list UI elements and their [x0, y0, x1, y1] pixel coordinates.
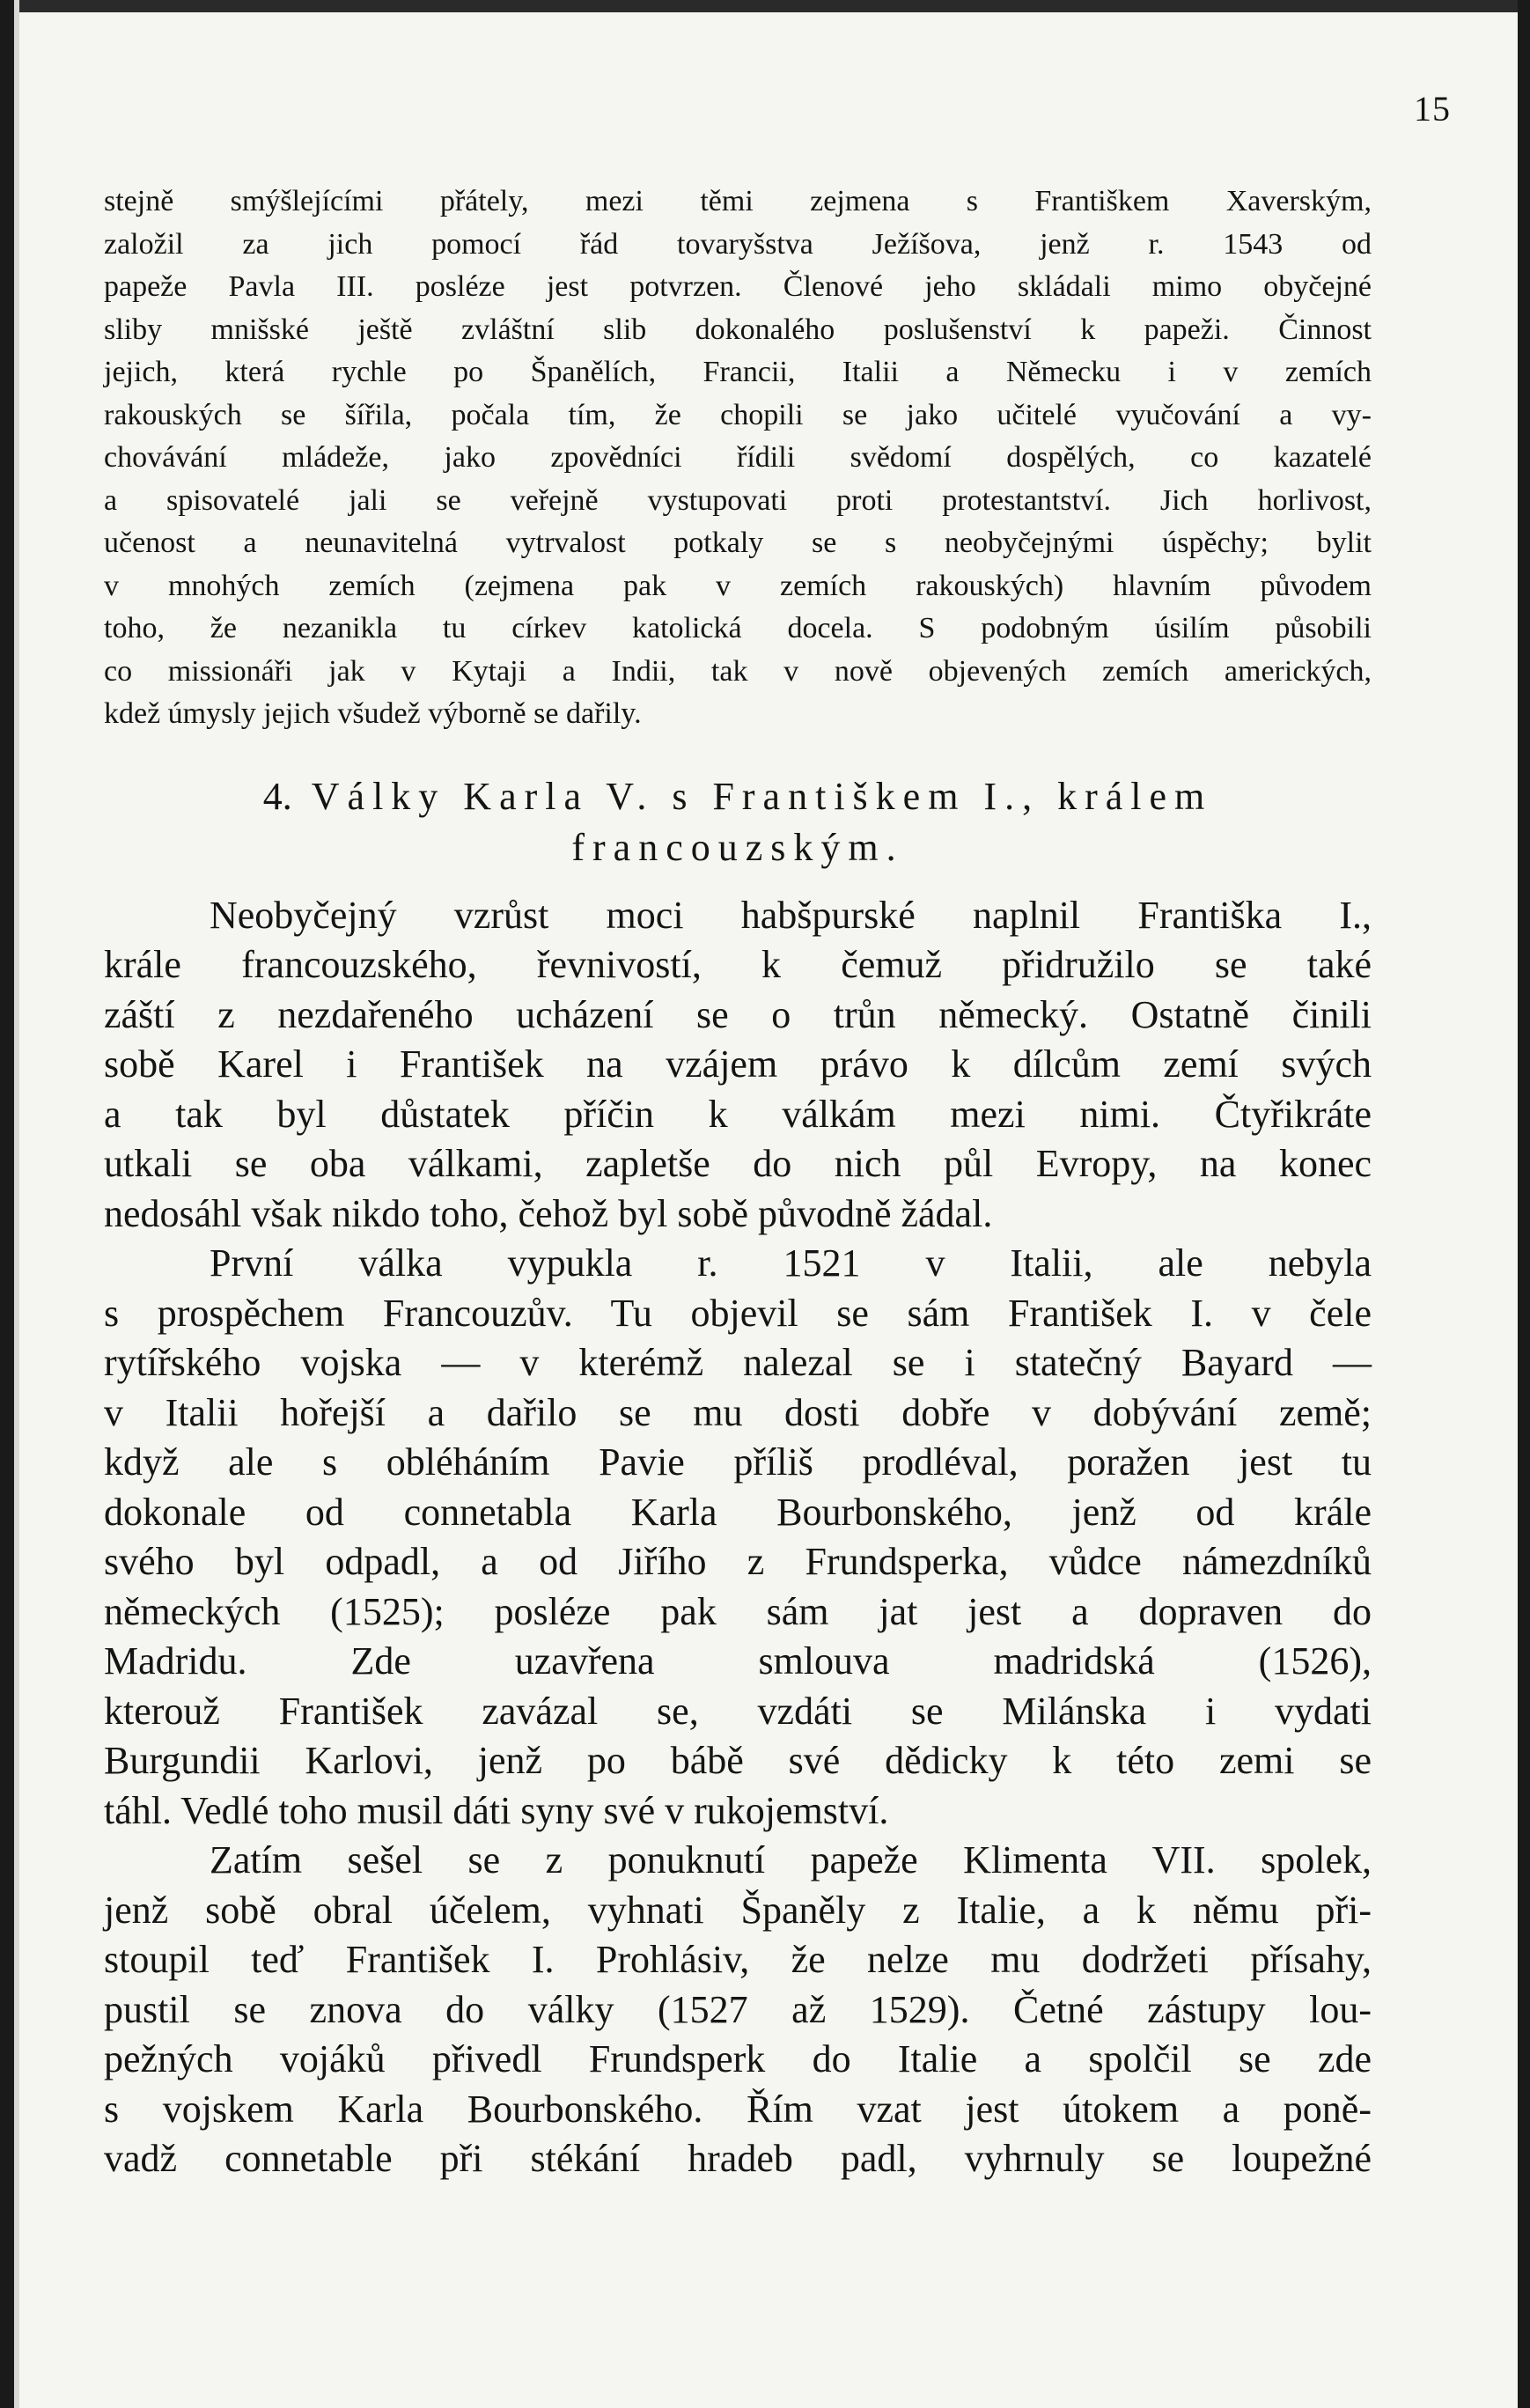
text-line: krále francouzského, řevnivostí, k čemuž přidružilo se také [104, 943, 1372, 986]
text-line: Zatím sešel se z ponuknutí papeže Klimenta VII. spolek, [210, 1838, 1372, 1881]
text-line: a tak byl důstatek příčin k válkám mezi nimi. Čtyřikráte [104, 1092, 1372, 1136]
scan-border-left [0, 0, 14, 2408]
text-line: rakouských se šířila, počala tím, že chopili se jako učitelé vyučování a vy- [104, 398, 1372, 431]
text-line: pustil se znova do války (1527 až 1529). Četné zástupy lou- [104, 1987, 1372, 2031]
text-line: jejich, která rychle po Španělích, Francii, Italii a Německu i v zemích [104, 356, 1372, 388]
text-line: založil za jich pomocí řád tovaryšstva Ježíšova, jenž r. 1543 od [104, 227, 1372, 261]
text-line: v mnohých zemích (zejmena pak v zemích rakouských) hlavním původem [104, 569, 1372, 602]
text-line: táhl. Vedlé toho musil dáti syny své v rukojemství. [104, 1788, 889, 1832]
section-heading [104, 771, 1372, 873]
page-content [104, 180, 1372, 2184]
text-line: rytířského vojska — v kterémž nalezal se i statečný Bayard — [104, 1341, 1372, 1384]
section-title-1: Války Karla V. s Františkem I., králem [311, 774, 1213, 818]
scan-border-right [1518, 0, 1530, 2408]
text-line: stejně smýšlejícími přátely, mezi těmi zejmena s Františkem Xaverským, [104, 185, 1372, 217]
text-line: Neobyčejný vzrůst moci habšpurské naplnil Františka I., [210, 893, 1372, 937]
body-text [104, 891, 1372, 2184]
text-line: vadž connetable při stékání hradeb padl, vyhrnuly se loupežné [104, 2137, 1372, 2180]
text-line: německých (1525); posléze pak sám jat jest a dopraven do [104, 1589, 1372, 1633]
text-line: toho, že nezanikla tu církev katolická docela. S podobným úsilím působili [104, 612, 1372, 644]
text-line: pežných vojáků přivedl Frundsperk do Italie a spolčil se zde [104, 2037, 1372, 2080]
section-heading-line-1 [104, 771, 1372, 822]
text-line: v Italii hořejší a dařilo se mu dosti dobře v dobývání země; [104, 1390, 1372, 1434]
text-line: když ale s obléháním Pavie příliš prodléval, poražen jest tu [104, 1440, 1372, 1484]
text-line: záští z nezdařeného ucházení se o trůn německý. Ostatně činili [104, 992, 1372, 1036]
section-number: 4. [262, 774, 292, 818]
section-title-2: francouzským. [571, 825, 904, 869]
text-line: Burgundii Karlovi, jenž po bábě své dědicky k této zemi se [104, 1739, 1372, 1782]
text-line: sobě Karel i František na vzájem právo k dílcům zemí svých [104, 1042, 1372, 1086]
text-line: kterouž František zavázal se, vzdáti se Milánska i vydati [104, 1689, 1372, 1733]
text-line: a spisovatelé jali se veřejně vystupovati proti protestantství. Jich horlivost, [104, 483, 1372, 517]
top-paragraph [104, 180, 1372, 736]
text-line: učenost a neunavitelná vytrvalost potkaly se s neobyčejnými úspěchy; bylit [104, 527, 1372, 559]
section-heading-line-2 [104, 822, 1372, 873]
text-line: s vojskem Karla Bourbonského. Řím vzat jest útokem a poně- [104, 2087, 1372, 2131]
text-line: utkali se oba válkami, zapletše do nich půl Evropy, na konec [104, 1142, 1372, 1185]
text-line: Madridu. Zde uzavřena smlouva madridská (1526), [104, 1639, 1372, 1683]
text-line: sliby mnišské ještě zvláštní slib dokonalého poslušenství k papeži. Činnost [104, 313, 1372, 346]
text-line: s prospěchem Francouzův. Tu objevil se sám František I. v čele [104, 1291, 1372, 1335]
scan-border-top [0, 0, 1530, 12]
page-edge [14, 0, 19, 2408]
text-line: kdež úmysly jejich všudež výborně se dařily. [104, 697, 642, 730]
text-line: svého byl odpadl, a od Jiřího z Frundsperka, vůdce námezdníků [104, 1540, 1372, 1583]
text-line: První válka vypukla r. 1521 v Italii, ale nebyla [210, 1241, 1372, 1285]
text-line: chovávání mládeže, jako zpovědníci řídili svědomí dospělých, co kazatelé [104, 441, 1372, 474]
text-line: jenž sobě obral účelem, vyhnati Španěly z Italie, a k němu při- [104, 1888, 1372, 1932]
page-number: 15 [1414, 89, 1451, 129]
text-line: nedosáhl však nikdo toho, čehož byl sobě původně žádal. [104, 1191, 993, 1235]
text-line: co missionáři jak v Kytaji a Indii, tak v nově objevených zemích amerických, [104, 654, 1372, 688]
text-line: dokonale od connetabla Karla Bourbonského, jenž od krále [104, 1490, 1372, 1534]
text-line: papeže Pavla III. posléze jest potvrzen. Členové jeho skládali mimo obyčejné [104, 270, 1372, 303]
text-line: stoupil teď František I. Prohlásiv, že nelze mu dodržeti přísahy, [104, 1938, 1372, 1981]
